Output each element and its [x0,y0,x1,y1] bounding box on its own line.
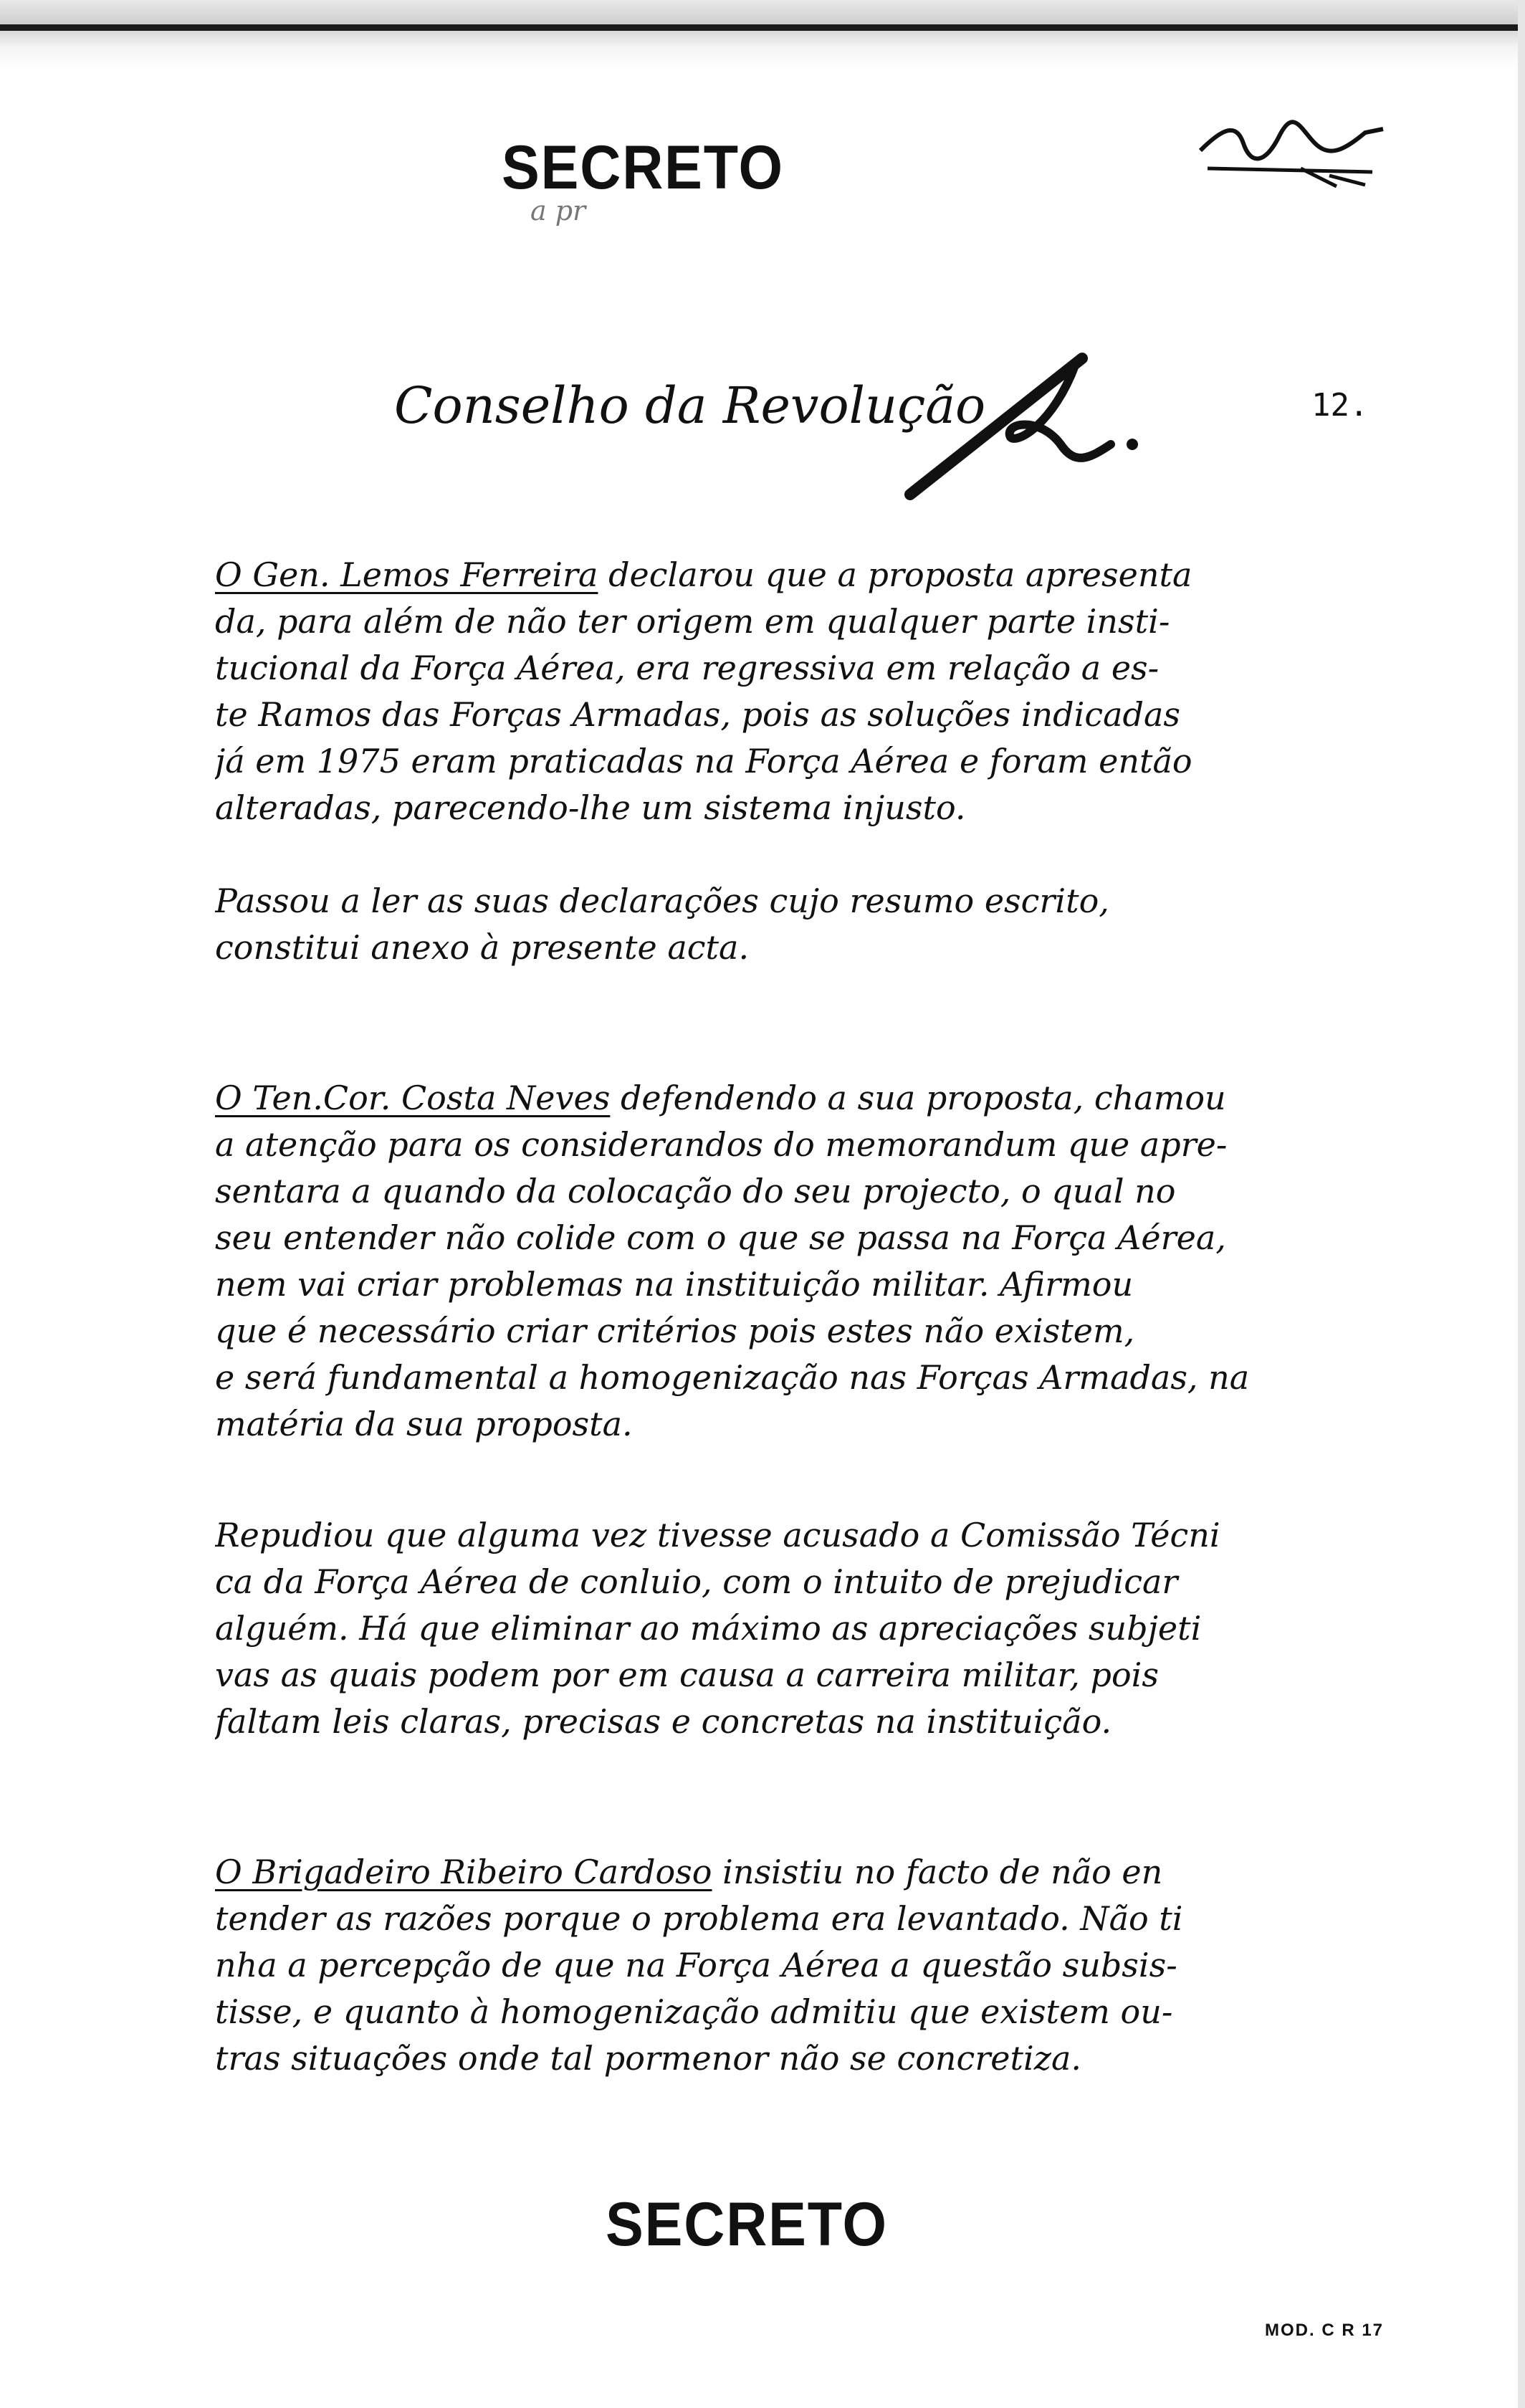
form-code: MOD. C R 17 [1265,2321,1385,2340]
paragraph-line: tisse, e quanto à homogenização admitiu que existem ou- [215,1992,1173,2031]
paragraph-line: ca da Força Aérea de conluio, com o intuito de prejudicar [215,1562,1178,1601]
scan-top-line [0,24,1525,31]
speaker-name: O Ten.Cor. Costa Neves [215,1079,611,1117]
paragraph-line: Passou a ler as suas declarações cujo resumo escrito, [215,882,1109,920]
paragraph-line: faltam leis claras, precisas e concretas na instituição. [215,1702,1112,1741]
paragraph-line: já em 1975 eram praticadas na Força Aérea e foram então [215,742,1192,780]
paragraph-ribeiro-cardoso [215,1849,1376,2082]
signature-top-right [1193,100,1394,194]
paragraph-declarations [215,878,1376,971]
initials-mark [896,337,1154,509]
paragraph-line: tucional da Força Aérea, era regressiva em relação a es- [215,649,1160,687]
paragraph-line: O Gen. Lemos Ferreira declarou que a proposta apresenta [215,555,1192,594]
paragraph-line: matéria da sua proposta. [215,1405,633,1443]
paragraph-line: tender as razões porque o problema era levantado. Não ti [215,1899,1183,1938]
paragraph-repudiou [215,1512,1376,1745]
paragraph-line: alteradas, parecendo-lhe um sistema injusto. [215,788,966,827]
paragraph-line: que é necessário criar critérios pois estes não existem, [215,1312,1135,1350]
paragraph-line: seu entender não colide com o que se passa na Força Aérea, [215,1218,1226,1257]
paragraph-line: Repudiou que alguma vez tivesse acusado a Comissão Técni [215,1516,1220,1554]
paragraph-line: O Brigadeiro Ribeiro Cardoso insistiu no facto de não en [215,1853,1163,1891]
scan-right-edge [1518,0,1525,2408]
paragraph-line: O Ten.Cor. Costa Neves defendendo a sua proposta, chamou [215,1079,1226,1117]
speaker-name: O Gen. Lemos Ferreira [215,555,598,594]
stamp-sub-text: a pr [530,195,586,226]
paragraph-line: a atenção para os considerandos do memorandum que apre- [215,1125,1228,1164]
secret-stamp-top: SECRETO [502,133,784,202]
page-number: 12. [1311,387,1369,424]
paragraph-line: nha a percepção de que na Força Aérea a questão subsis- [215,1946,1177,1984]
paragraph-line: sentara a quando da colocação do seu projecto, o qual no [215,1172,1176,1210]
paragraph-line: te Ramos das Forças Armadas, pois as soluções indicadas [215,695,1181,734]
paragraph-line: nem vai criar problemas na instituição militar. Afirmou [215,1265,1134,1304]
scan-top-band [0,0,1525,68]
paragraph-line: da, para além de não ter origem em qualquer parte insti- [215,602,1170,641]
paragraph-line: tras situações onde tal pormenor não se concretiza. [215,2039,1082,2078]
paragraph-line: vas as quais podem por em causa a carreira militar, pois [215,1656,1159,1694]
paragraph-line: e será fundamental a homogenização nas Forças Armadas, na [215,1358,1250,1397]
paragraph-lemos-ferreira [215,552,1376,831]
council-title: Conselho da Revolução [394,376,986,435]
paragraph-costa-neves [215,1075,1376,1448]
paragraph-line: alguém. Há que eliminar ao máximo as apreciações subjeti [215,1609,1202,1648]
secret-stamp-bottom: SECRETO [606,2190,888,2259]
speaker-name: O Brigadeiro Ribeiro Cardoso [215,1853,712,1891]
paragraph-line: constitui anexo à presente acta. [215,928,750,967]
